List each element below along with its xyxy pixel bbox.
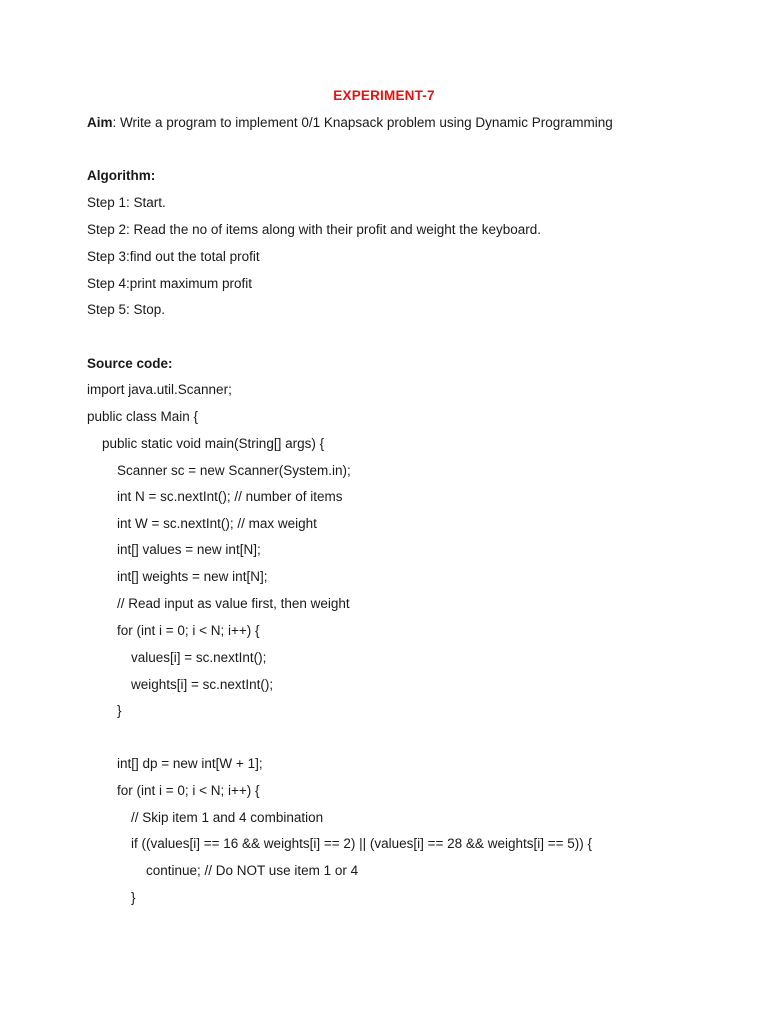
algorithm-step: Step 4:print maximum profit [87, 276, 253, 291]
algorithm-heading: Algorithm: [87, 168, 156, 183]
code-line: } [117, 703, 122, 718]
code-line: int W = sc.nextInt(); // max weight [117, 516, 317, 531]
algorithm-step: Step 5: Stop. [87, 302, 166, 317]
code-line: for (int i = 0; i < N; i++) { [117, 623, 260, 638]
algorithm-step: Step 2: Read the no of items along with their profit and weight the keyboard. [87, 222, 542, 237]
source-code-heading: Source code: [87, 356, 173, 371]
code-line: import java.util.Scanner; [87, 382, 232, 397]
code-line: public static void main(String[] args) { [102, 436, 325, 451]
algorithm-step: Step 3:find out the total profit [87, 249, 260, 264]
code-line: // Skip item 1 and 4 combination [131, 810, 324, 825]
aim-line [87, 114, 613, 132]
code-line: Scanner sc = new Scanner(System.in); [117, 463, 351, 478]
code-line: int[] weights = new int[N]; [117, 569, 268, 584]
algorithm-step: Step 1: Start. [87, 195, 166, 210]
experiment-title: EXPERIMENT-7 [333, 88, 435, 103]
code-line: } [131, 890, 136, 905]
code-line: values[i] = sc.nextInt(); [131, 650, 267, 665]
code-line: // Read input as value first, then weight [117, 596, 350, 611]
code-line: int N = sc.nextInt(); // number of items [117, 489, 343, 504]
code-line: for (int i = 0; i < N; i++) { [117, 783, 260, 798]
code-line: continue; // Do NOT use item 1 or 4 [146, 863, 359, 878]
code-line: int[] dp = new int[W + 1]; [117, 756, 263, 771]
aim-label: Aim [87, 115, 113, 130]
code-line: weights[i] = sc.nextInt(); [131, 677, 274, 692]
code-line: if ((values[i] == 16 && weights[i] == 2) || (values[i] == 28 && weights[i] == 5)) { [131, 836, 592, 851]
code-line: int[] values = new int[N]; [117, 542, 261, 557]
code-line: public class Main { [87, 409, 199, 424]
aim-text: : Write a program to implement 0/1 Knapsack problem using Dynamic Programming [112, 115, 613, 130]
